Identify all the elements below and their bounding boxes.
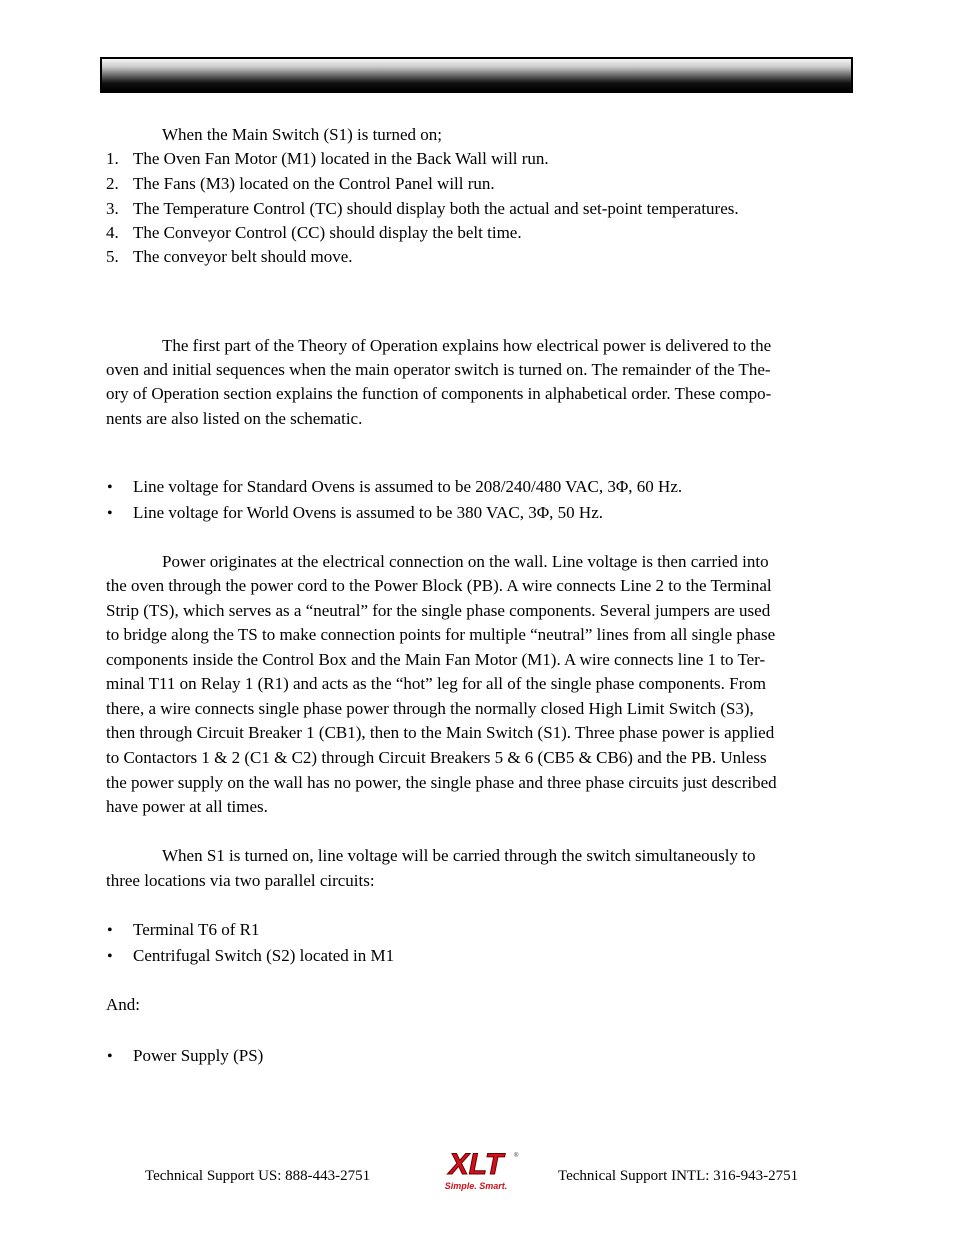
bullet-icon: •	[107, 505, 113, 522]
footer-support-us: Technical Support US: 888-443-2751	[145, 1168, 371, 1184]
step-text: The Fans (M3) located on the Control Panel will run.	[133, 174, 495, 193]
intro-lead: When the Main Switch (S1) is turned on;	[162, 125, 442, 144]
step-text: The conveyor belt should move.	[133, 247, 353, 266]
paragraph-line: three locations via two parallel circuits:	[106, 871, 375, 890]
paragraph-line: The first part of the Theory of Operation explains how electrical power is delivered to the	[162, 336, 772, 355]
bullet-text: Terminal T6 of R1	[133, 920, 260, 939]
step-text: The Temperature Control (TC) should display both the actual and set-point temperatures.	[133, 199, 739, 218]
and-label: And:	[106, 995, 140, 1014]
bullet-icon: •	[107, 948, 113, 965]
bullet-text: Power Supply (PS)	[133, 1046, 264, 1065]
step-number: 3.	[106, 199, 119, 218]
paragraph-line: to bridge along the TS to make connection points for multiple “neutral” lines from all single phase	[106, 625, 776, 644]
paragraph-line: then through Circuit Breaker 1 (CB1), then to the Main Switch (S1). Three phase power is applied	[106, 723, 775, 742]
bullet-icon: •	[107, 479, 113, 496]
step-number: 4.	[106, 223, 119, 242]
paragraph-line: have power at all times.	[106, 797, 268, 816]
bullet-text: Line voltage for Standard Ovens is assumed to be 208/240/480 VAC, 3Φ, 60 Hz.	[133, 477, 683, 496]
logo-tagline: Simple. Smart.	[444, 1181, 508, 1191]
paragraph-line: ory of Operation section explains the function of components in alphabetical order. These compo-	[106, 384, 772, 403]
paragraph-line: there, a wire connects single phase power through the normally closed High Limit Switch (S3),	[106, 699, 754, 718]
bullet-text: Line voltage for World Ovens is assumed to be 380 VAC, 3Φ, 50 Hz.	[133, 503, 604, 522]
paragraph-line: Power originates at the electrical connection on the wall. Line voltage is then carried into	[162, 552, 769, 571]
bullet-icon: •	[107, 1048, 113, 1065]
step-text: The Oven Fan Motor (M1) located in the Back Wall will run.	[133, 149, 549, 168]
logo-wordmark: XLT	[448, 1148, 504, 1181]
step-text: The Conveyor Control (CC) should display the belt time.	[133, 223, 522, 242]
bullet-text: Centrifugal Switch (S2) located in M1	[133, 946, 395, 965]
step-number: 1.	[106, 149, 119, 168]
svg-text:®: ®	[514, 1153, 519, 1159]
paragraph-line: Strip (TS), which serves as a “neutral” for the single phase components. Several jumpers are used	[106, 601, 771, 620]
step-number: 5.	[106, 247, 119, 266]
step-number: 2.	[106, 174, 119, 193]
paragraph-line: to Contactors 1 & 2 (C1 & C2) through Circuit Breakers 5 & 6 (CB5 & CB6) and the PB. Unless	[106, 748, 767, 767]
paragraph-line: the power supply on the wall has no power, the single phase and three phase circuits just described	[106, 773, 777, 792]
paragraph-line: components inside the Control Box and the Main Fan Motor (M1). A wire connects line 1 to Ter-	[106, 650, 766, 669]
xlt-logo	[428, 1144, 528, 1192]
bullet-icon: •	[107, 922, 113, 939]
paragraph-line: oven and initial sequences when the main operator switch is turned on. The remainder of the The-	[106, 360, 771, 379]
paragraph-line: minal T11 on Relay 1 (R1) and acts as the “hot” leg for all of the single phase components. From	[106, 674, 767, 693]
footer-support-intl: Technical Support INTL: 316-943-2751	[558, 1168, 799, 1184]
paragraph-line: the oven through the power cord to the Power Block (PB). A wire connects Line 2 to the Terminal	[106, 576, 772, 595]
paragraph-line: nents are also listed on the schematic.	[106, 409, 363, 428]
header-bar	[100, 57, 853, 93]
paragraph-line: When S1 is turned on, line voltage will be carried through the switch simultaneously to	[162, 846, 756, 865]
